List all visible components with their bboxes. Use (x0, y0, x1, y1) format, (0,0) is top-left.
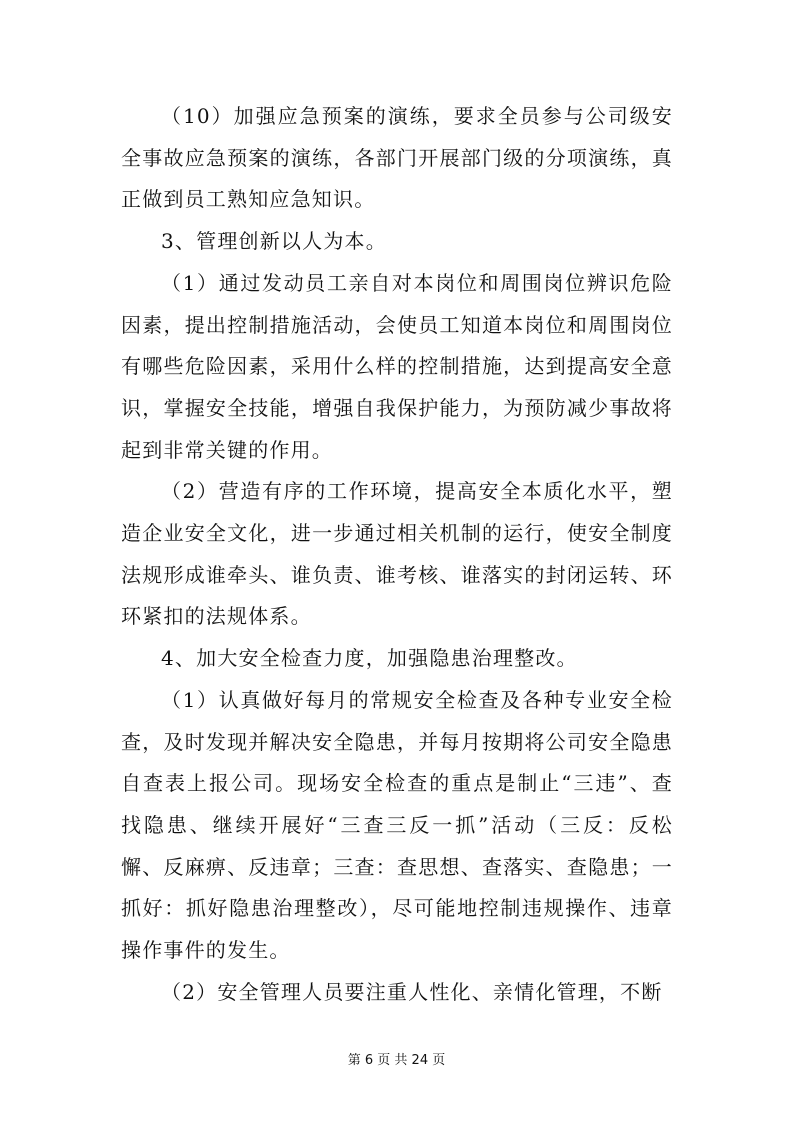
document-body (121, 96, 673, 1013)
page-footer (0, 1049, 793, 1068)
paragraph-monthly-inspection: （1）认真做好每月的常规安全检查及各种专业安全检查，及时发现并解决安全隐患，并每月按期将公司安全隐患自查表上报公司。现场安全检查的重点是制止“三违”、查找隐患、继续开展好“三查三反一抓”活动（三反：反松懈、反麻痹、反违章；三查：查思想、查落实、查隐患；一抓好：抓好隐患治理整改），尽可能地控制违规操作、违章操作事件的发生。 (121, 687, 673, 963)
paragraph-drill-emergency-plan: （10）加强应急预案的演练，要求全员参与公司级安全事故应急预案的演练，各部门开展部门级的分项演练，真正做到员工熟知应急知识。 (121, 104, 673, 212)
paragraph-humanized-management: （2）安全管理人员要注重人性化、亲情化管理，不断 (161, 979, 663, 1004)
paragraph-hazard-identification: （1）通过发动员工亲自对本岗位和周围岗位辨识危险因素，提出控制措施活动，会使员工知道本岗位和周围岗位有哪些危险因素，采用什么样的控制措施，达到提高安全意识，掌握安全技能，增强自我保护能力，为预防减少事故将起到非常关键的作用。 (121, 270, 673, 462)
paragraph-orderly-environment: （2）营造有序的工作环境，提高安全本质化水平，塑造企业安全文化，进一步通过相关机制的运行，使安全制度法规形成谁牵头、谁负责、谁考核、谁落实的封闭运转、环环紧扣的法规体系。 (121, 479, 673, 629)
section-heading-people-oriented: 3、管理创新以人为本。 (161, 229, 387, 254)
section-heading-safety-inspection: 4、加大安全检查力度，加强隐患治理整改。 (161, 646, 578, 671)
page-number-label: 第 6 页 共 24 页 (347, 1053, 446, 1068)
